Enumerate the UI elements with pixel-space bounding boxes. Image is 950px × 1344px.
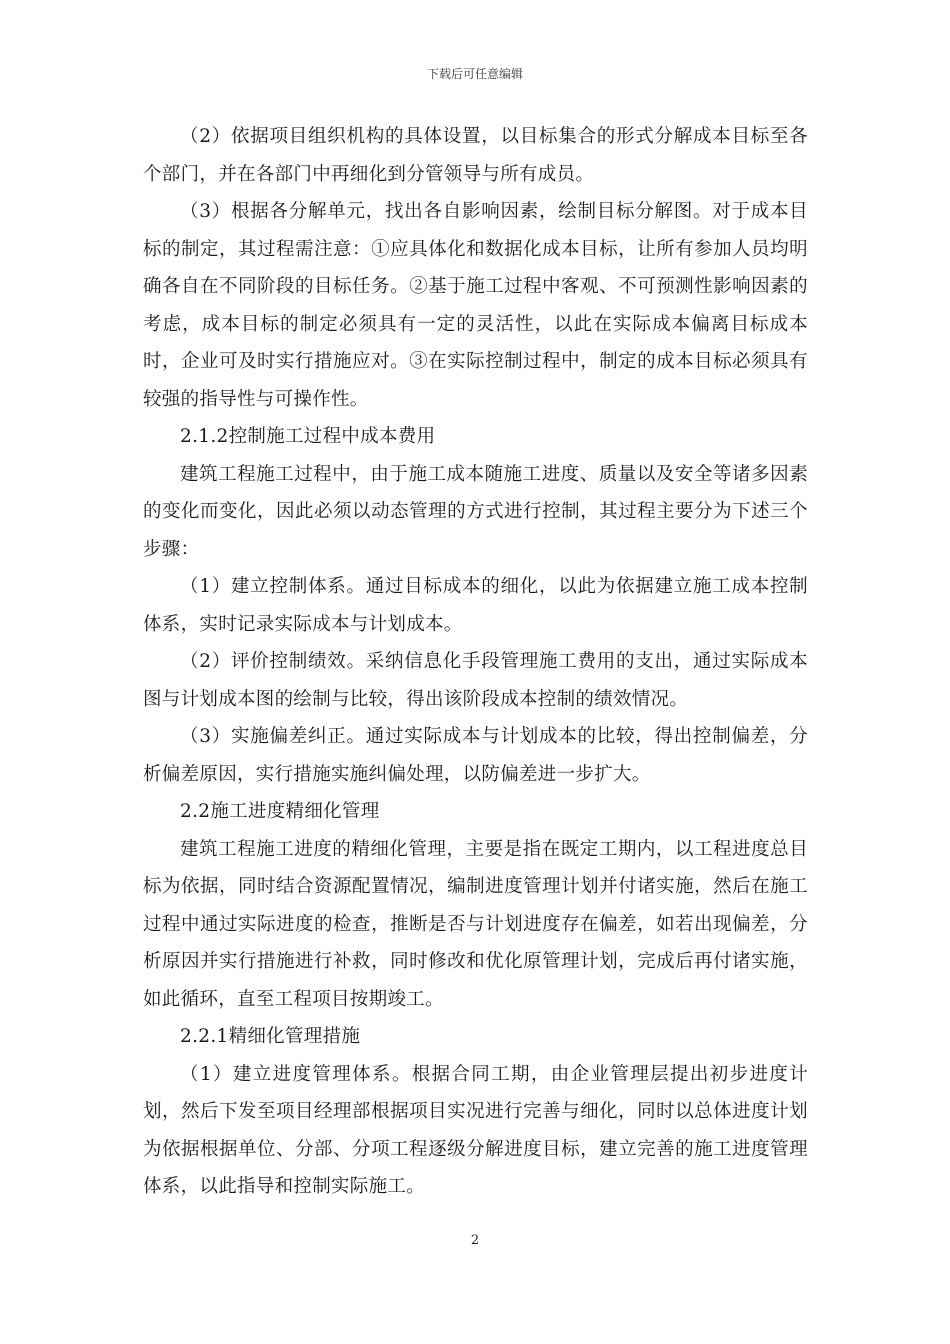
paragraph-goal-decomposition-3: （3）根据各分解单元，找出各自影响因素，绘制目标分解图。对于成本目标的制定，其过程需注意：①应具体化和数据化成本目标，让所有参加人员均明确各自在不同阶段的目标任务。②基于施工过程中客观、不可预测性影响因素的考虑，成本目标的制定必须具有一定的灵活性，以此在实际成本偏离目标成本时，企业可及时实行措施应对。③在实际控制过程中，制定的成本目标必须具有较强的指导性与可操作性。 [143,201,808,410]
page-header [0,66,950,82]
header-note: 下载后可任意编辑 [426,67,523,81]
section-heading-2-1-2: 2.1.2控制施工过程中成本费用 [180,426,436,447]
section-heading-2-2: 2.2施工进度精细化管理 [180,801,380,822]
paragraph-schedule-system: （1）建立进度管理体系。根据合同工期，由企业管理层提出初步进度计划，然后下发至项目经理部根据项目实况进行完善与细化，同时以总体进度计划为依据根据单位、分部、分项工程逐级分解进度目标，建立完善的施工进度管理体系，以此指导和控制实际施工。 [143,1063,808,1197]
page-footer [0,1232,950,1250]
paragraph-cost-control-intro: 建筑工程施工过程中，由于施工成本随施工进度、质量以及安全等诸多因素的变化而变化，因此必须以动态管理的方式进行控制，其过程主要分为下述三个步骤： [143,463,808,560]
paragraph-control-step-1: （1）建立控制体系。通过目标成本的细化，以此为依据建立施工成本控制体系，实时记录实际成本与计划成本。 [143,576,808,635]
document-body [143,118,808,1206]
paragraph-goal-decomposition-2: （2）依据项目组织机构的具体设置，以目标集合的形式分解成本目标至各个部门，并在各部门中再细化到分管领导与所有成员。 [143,126,808,185]
section-heading-2-2-1: 2.2.1精细化管理措施 [180,1026,361,1047]
paragraph-control-step-3: （3）实施偏差纠正。通过实际成本与计划成本的比较，得出控制偏差，分析偏差原因，实行措施实施纠偏处理，以防偏差进一步扩大。 [143,726,808,785]
page-number: 2 [470,1233,480,1248]
paragraph-control-step-2: （2）评价控制绩效。采纳信息化手段管理施工费用的支出，通过实际成本图与计划成本图的绘制与比较，得出该阶段成本控制的绩效情况。 [143,651,808,710]
paragraph-schedule-management: 建筑工程施工进度的精细化管理，主要是指在既定工期内，以工程进度总目标为依据，同时结合资源配置情况，编制进度管理计划并付诸实施，然后在施工过程中通过实际进度的检查，推断是否与计划进度存在偏差，如若出现偏差，分析原因并实行措施进行补救，同时修改和优化原管理计划，完成后再付诸实施，如此循环，直至工程项目按期竣工。 [143,838,808,1010]
